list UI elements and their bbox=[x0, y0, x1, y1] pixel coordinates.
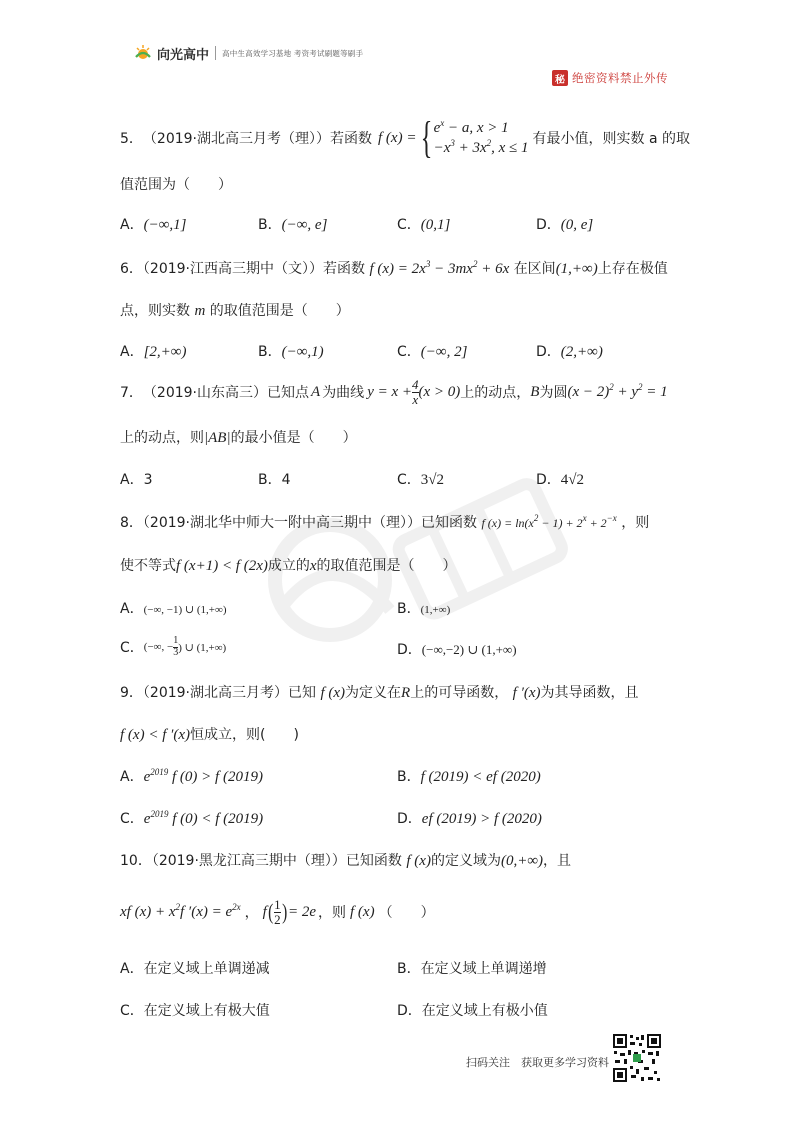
option-10b[interactable]: B．在定义域上单调递增 bbox=[397, 961, 547, 977]
question-10-stem: 10．（2019·黑龙江高三期中（理））已知函数 f (x)的定义域为(0,+∞)，且 bbox=[120, 853, 572, 869]
option-5d[interactable]: D．(0, e] bbox=[536, 217, 594, 233]
brand-logo bbox=[133, 40, 363, 66]
question-9-cont: f (x) < f ′(x)恒成立，则( ) bbox=[120, 727, 299, 743]
option-7c[interactable]: C．3√2 bbox=[397, 472, 445, 488]
option-9a[interactable]: A．$e^{2019}$ f (0) > f (2019) bbox=[120, 767, 263, 785]
question-source: （2019·湖北高三月考（理）） bbox=[142, 131, 331, 147]
option-7a[interactable]: A．3 bbox=[120, 472, 153, 488]
option-8d[interactable]: D．(−∞,−2) ∪ (1,+∞) bbox=[397, 642, 517, 658]
question-10-cont: xf $(x) + x^2f$ $'(x) = e^{2x}$ ， f ( $\frac{1}{2}$ ) = 2e ，则 f (x) （ ） bbox=[120, 897, 435, 927]
question-5-stem: 5． （2019·湖北高三月考（理）） 若函数 f (x) = { $e^x - a$, x > 1 $-x^3 + 3x^2$, x ≤ 1 有最小值，则实数 a 的取 bbox=[120, 113, 691, 162]
question-6-cont: 点，则实数 m 的取值范围是（ ） bbox=[120, 303, 350, 319]
brand-name: 向光高中 bbox=[157, 47, 210, 63]
brand-slogan: 高中生高效学习基地 考资考试刷题等刷手 bbox=[222, 48, 364, 58]
option-8b[interactable]: B．(1,+∞) bbox=[397, 601, 451, 617]
option-7b[interactable]: B．4 bbox=[258, 472, 291, 488]
option-10c[interactable]: C．在定义域上有极大值 bbox=[120, 1003, 270, 1019]
footer-caption: 扫码关注 获取更多学习资料 bbox=[466, 1056, 609, 1069]
option-6d[interactable]: D．(2,+∞) bbox=[536, 344, 603, 360]
option-10a[interactable]: A．在定义域上单调递减 bbox=[120, 961, 270, 977]
option-6b[interactable]: B．(−∞,1) bbox=[258, 344, 324, 360]
option-7d[interactable]: D．4√2 bbox=[536, 472, 585, 488]
option-6c[interactable]: C．(−∞, 2] bbox=[397, 344, 468, 360]
question-6-stem: 6．（2019·江西高三期中（文））若函数 f $(x) = 2x^3 - 3mx^2 + 6x$ 在区间(1,+∞)上存在极值 bbox=[120, 259, 668, 277]
question-5-cont: 值范围为（ ） bbox=[120, 177, 232, 193]
question-7-stem: 7． （2019·山东高三） 已知点 A 为曲线 y = x + $\frac{4}{x}$ (x > 0) 上的动点， B 为圆 $(x - 2)^2 + y^2 = 1$ bbox=[120, 377, 668, 407]
question-8-stem: 8．（2019·湖北华中师大一附中高三期中（理））已知函数 f $(x) = \ln(x^2 - 1) + 2^x + 2^{-x}$ ，则 bbox=[120, 513, 650, 531]
question-7-cont: 上的动点，则|AB|的最小值是（ ） bbox=[120, 430, 357, 446]
option-5a[interactable]: A．(−∞,1] bbox=[120, 217, 187, 233]
confidential-badge bbox=[552, 70, 668, 86]
question-number: 5． bbox=[120, 131, 143, 147]
confidential-label: 绝密资料禁止外传 bbox=[572, 71, 668, 85]
sun-logo-icon bbox=[133, 43, 153, 63]
question-9-stem: 9．（2019·湖北高三月考）已知 f (x)为定义在R上的可导函数， f ′(x)为其导函数，且 bbox=[120, 685, 639, 701]
option-10d[interactable]: D．在定义域上有极小值 bbox=[397, 1003, 548, 1019]
qr-code-icon[interactable] bbox=[612, 1033, 662, 1083]
fraction: $\frac{4}{x}$ bbox=[412, 377, 419, 407]
option-5b[interactable]: B．(−∞, e] bbox=[258, 217, 328, 233]
option-8c[interactable]: C． (−∞, − $\frac{1}{3}$ ) ∪ (1,+∞) bbox=[120, 635, 227, 658]
seal-icon: 秘 bbox=[552, 70, 568, 86]
option-9b[interactable]: B．f (2019) < ef (2020) bbox=[397, 769, 541, 785]
option-9d[interactable]: D．ef (2019) > f (2020) bbox=[397, 811, 542, 827]
question-8-cont: 使不等式f (x+1) < f (2x)成立的x的取值范围是（ ） bbox=[120, 558, 457, 574]
divider bbox=[215, 46, 216, 60]
option-9c[interactable]: C．$e^{2019}$ f (0) < f (2019) bbox=[120, 809, 264, 827]
option-6a[interactable]: A．[2,+∞) bbox=[120, 344, 187, 360]
piecewise-brace: { bbox=[421, 113, 433, 162]
piecewise-cases: $e^x - a$, x > 1 $-x^3 + 3x^2$, x ≤ 1 bbox=[433, 118, 529, 156]
option-5c[interactable]: C．(0,1] bbox=[397, 217, 451, 233]
option-8a[interactable]: A．(−∞, −1) ∪ (1,+∞) bbox=[120, 601, 227, 617]
